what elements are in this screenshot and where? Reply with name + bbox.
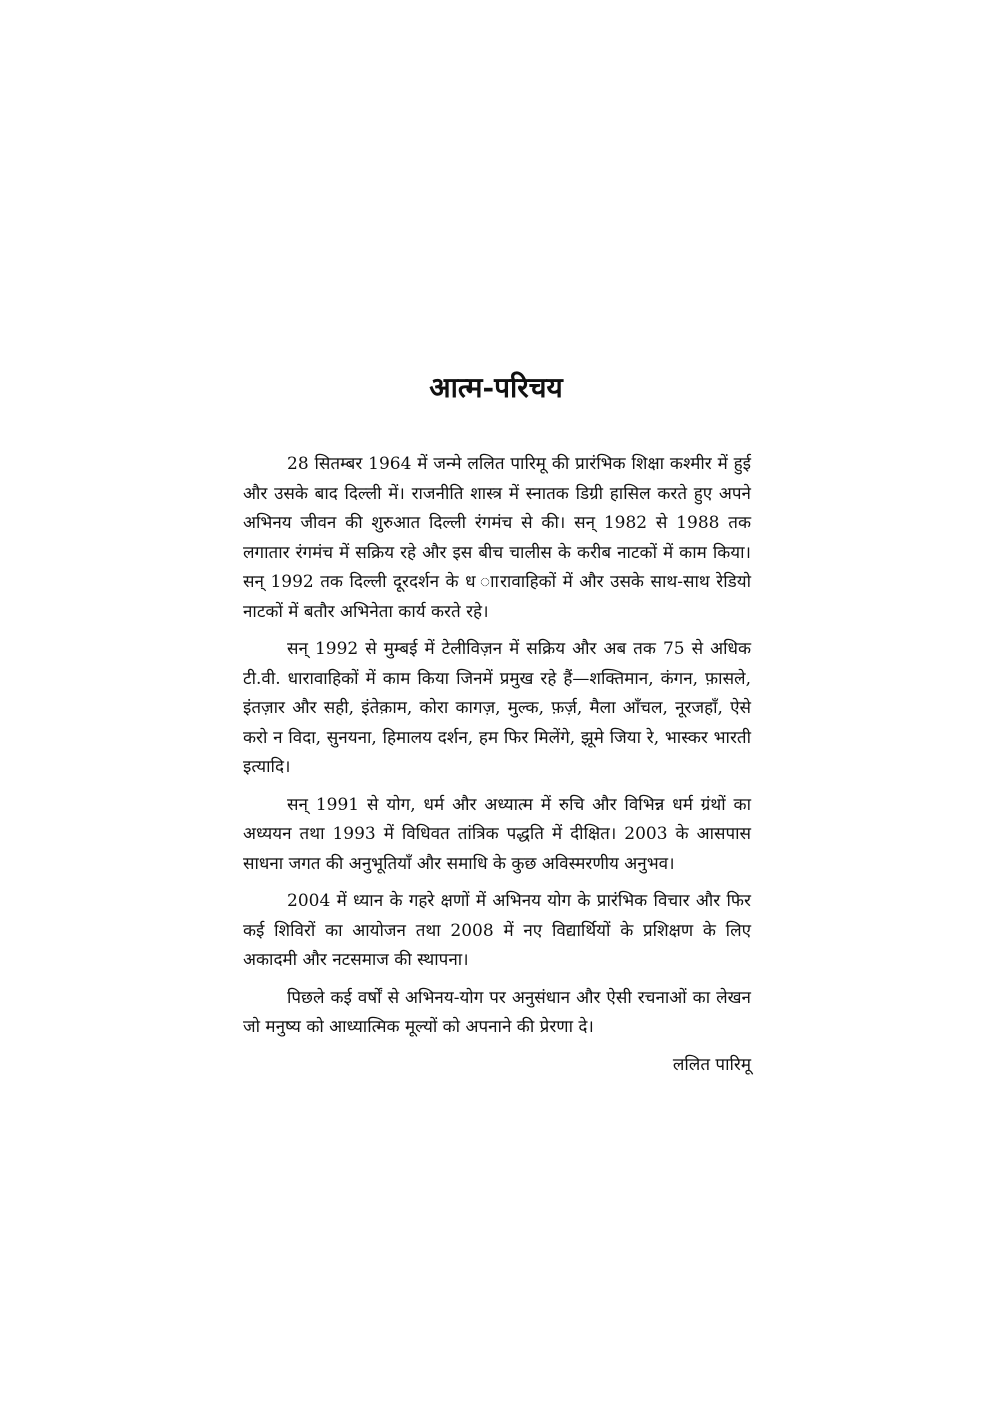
page-title: आत्म-परिचय	[429, 371, 563, 404]
paragraph-research-writing: पिछले कई वर्षों से अभिनय-योग पर अनुसंधान और ऐसी रचनाओं का लेखन जो मनुष्य को आध्यात्मिक मूल्यों को अपनाने की प्रेरणा दे।	[243, 987, 751, 1037]
paragraph-academy-founding: 2004 में ध्यान के गहरे क्षणों में अभिनय योग के प्रारंभिक विचार और फिर कई शिविरों का आयोजन तथा 2008 में नए विद्यार्थियों के प्रशिक्षण के लिए अकादमी और नटसमाज की स्थापना।	[243, 891, 751, 970]
paragraph-early-life: 28 सितम्बर 1964 में जन्मे ललित पारिमू की प्रारंभिक शिक्षा कश्मीर में हुई और उसके बाद दिल्ली में। राजनीति शास्त्र में स्नातक डिग्री हासिल करते हुए अपने अभिनय जीवन की शुरुआत दिल्ली रंगमंच से की। सन् 1982 से 1988 तक लगातार रंगमंच में सक्रिय रहे और इस बीच चालीस के करीब नाटकों में काम किया। सन् 1992 तक दिल्ली दूरदर्शन के ध ाारावाहिकों में और उसके साथ-साथ रेडियो नाटकों में बतौर अभिनेता कार्य करते रहे।	[243, 454, 751, 622]
paragraph-spiritual-journey: सन् 1991 से योग, धर्म और अध्यात्म में रुचि और विभिन्न धर्म ग्रंथों का अध्ययन तथा 1993 में विधिवत तांत्रिक पद्धति में दीक्षित। 2003 के आसपास साधना जगत की अनुभूतियाँ और समाधि के कुछ अविस्मरणीय अनुभव।	[243, 794, 751, 874]
author-signature: ललित पारिमू	[672, 1054, 751, 1075]
author-introduction	[243, 450, 751, 1080]
paragraph-television-career: सन् 1992 से मुम्बई में टेलीविज़न में सक्रिय और अब तक 75 से अधिक टी.वी. धारावाहिकों में काम किया जिनमें प्रमुख रहे हैं—शक्तिमान, कंगन, फ़ासले, इंतज़ार और सही, इंतेक़ाम, कोरा कागज़, मुल्क, फ़र्ज़, मैला आँचल, नूरजहाँ, ऐसे करो न विदा, सुनयना, हिमालय दर्शन, हम फिर मिलेंगे, झूमे जिया रे, भास्कर भारती इत्यादि।	[243, 639, 751, 777]
